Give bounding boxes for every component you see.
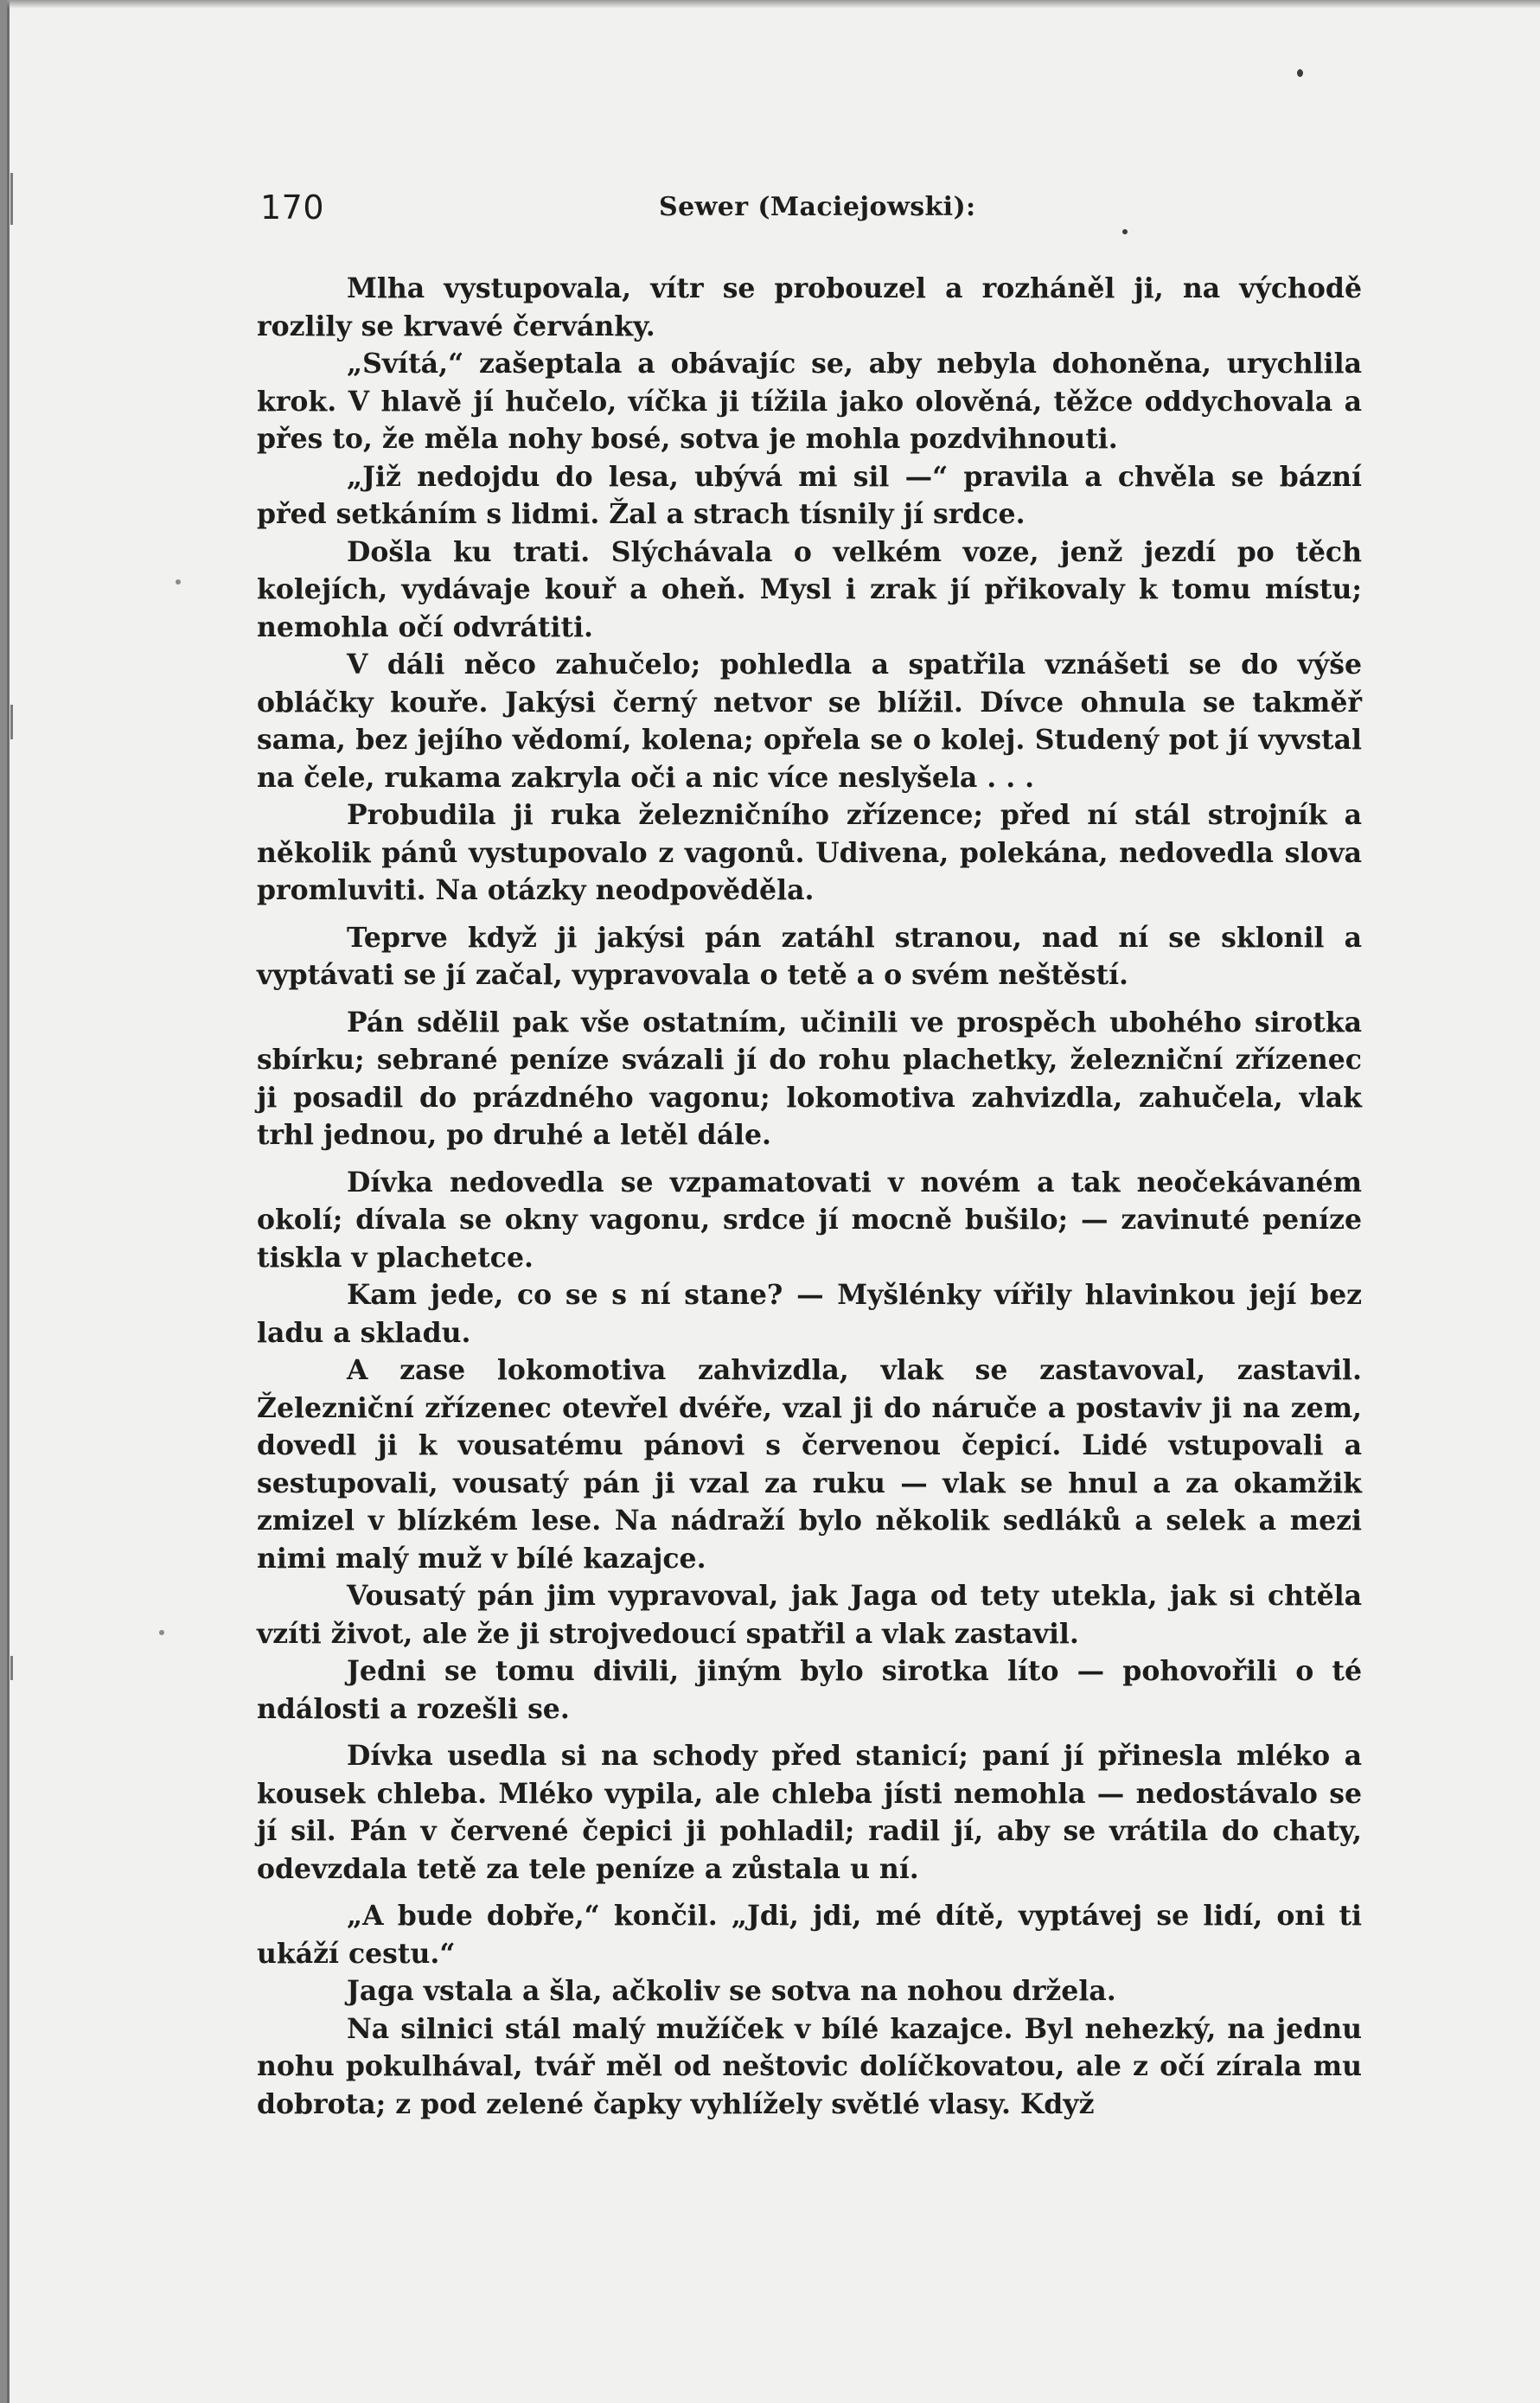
paragraph: Pán sdělil pak vše ostatním, učinili ve prospěch ubohého sirotka sbírku; sebrané peníze svázali jí do rohu plachetky, železniční zřízenec ji posadil do prázdného vagonu; lokomotiva zahvizdla, zahučela, vlak trhl jednou, po druhé a letěl dále.	[257, 1006, 1362, 1151]
paragraph: „Svítá,“ zašeptala a obávajíc se, aby nebyla dohoněna, urychlila krok. V hlavě jí hučelo, víčka ji tížila jako olověná, těžce oddychovala a přes to, že měla nohy bosé, sotva je mohla pozdvihnouti.	[257, 348, 1362, 455]
paragraph: V dáli něco zahučelo; pohledla a spatřila vznášeti se do výše obláčky kouře. Jakýsi černý netvor se blížil. Dívce ohnula se takměř sama, bez jejího vědomí, kolena; opřela se o kolej. Studený pot jí vyvstal na čele, rukama zakryla oči a nic více neslyšela . . .	[257, 649, 1362, 794]
paragraph: „A bude dobře,“ končil. „Jdi, jdi, mé dítě, vyptávej se lidí, oni ti ukáží cestu.“	[257, 1900, 1362, 1970]
scan-margin-mark	[10, 173, 13, 225]
body-text	[257, 270, 1362, 2123]
page-number: 170	[260, 189, 325, 227]
paragraph: Na silnici stál malý mužíček v bílé kazajce. Byl nehezký, na jednu nohu pokulhával, tvář měl od neštovic dolíčkovatou, ale z očí zírala mu dobrota; z pod zelené čapky vyhlížely světlé vlasy. Když	[257, 2012, 1362, 2120]
running-title: Sewer (Maciejowski):	[659, 192, 976, 222]
scan-margin-mark	[10, 1656, 13, 1680]
paragraph: Jedni se tomu divili, jiným bylo sirotka líto — pohovořili o té ndálosti a rozešli se.	[257, 1655, 1362, 1725]
scan-speck	[1297, 69, 1303, 77]
paragraph: Dívka nedovedla se vzpamatovati v novém a tak neočekávaném okolí; dívala se okny vagonu, srdce jí mocně bušilo; — zavinuté peníze tiskla v plachetce.	[257, 1166, 1362, 1274]
paragraph: „Již nedojdu do lesa, ubývá mi sil —“ pravila a chvěla se bázní před setkáním s lidmi. Žal a strach tísnily jí srdce.	[257, 460, 1362, 530]
running-head	[257, 182, 1362, 230]
paragraph: Dívka usedla si na schody před stanicí; paní jí přinesla mléko a kousek chleba. Mléko vypila, ale chleba jísti nemohla — nedostávalo se jí sil. Pán v červené čepici ji pohladil; radil jí, aby se vrátila do chaty, odevzdala tetě za tele peníze a zůstala u ní.	[257, 1740, 1362, 1885]
book-page	[257, 182, 1362, 2123]
paragraph: Vousatý pán jim vypravoval, jak Jaga od tety utekla, jak si chtěla vzíti život, ale že ji strojvedoucí spatřil a vlak zastavil.	[257, 1580, 1362, 1650]
paragraph: Došla ku trati. Slýchávala o velkém voze, jenž jezdí po těch kolejích, vydávaje kouř a oheň. Mysl i zrak jí přikovaly k tomu místu; nemohla očí odvrátiti.	[257, 535, 1362, 643]
paragraph: Mlha vystupovala, vítr se probouzel a rozháněl ji, na východě rozlily se krvavé červánky.	[257, 272, 1362, 342]
scan-top-shadow	[7, 0, 1540, 9]
paragraph: Probudila ji ruka železničního zřízence; před ní stál strojník a několik pánů vystupovalo z vagonů. Udivena, polekána, nedovedla slova promluviti. Na otázky neodpověděla.	[257, 799, 1362, 906]
scan-edge	[0, 0, 7, 2403]
paragraph: A zase lokomotiva zahvizdla, vlak se zastavoval, zastavil. Železniční zřízenec otevřel dvéře, vzal ji do náruče a postaviv ji na zem, dovedl ji k vousatému pánovi s červenou čepicí. Lidé vstupovali a sestupovali, vousatý pán ji vzal za ruku — vlak se hnul a za okamžik zmizel v blízkém lese. Na nádraží bylo několik sedláků a selek a mezi nimi malý muž v bílé kazajce.	[257, 1354, 1362, 1575]
scan-speck	[159, 1630, 164, 1635]
paragraph: Kam jede, co se s ní stane? — Myšlénky vířily hlavinkou její bez ladu a skladu.	[257, 1279, 1362, 1349]
scan-margin-mark	[10, 705, 13, 739]
paragraph: Teprve když ji jakýsi pán zatáhl stranou, nad ní se sklonil a vyptávati se jí začal, vypravovala o tetě a o svém neštěstí.	[257, 921, 1362, 991]
scan-speck	[176, 579, 181, 585]
paragraph: Jaga vstala a šla, ačkoliv se sotva na nohou držela.	[347, 1975, 1116, 2007]
